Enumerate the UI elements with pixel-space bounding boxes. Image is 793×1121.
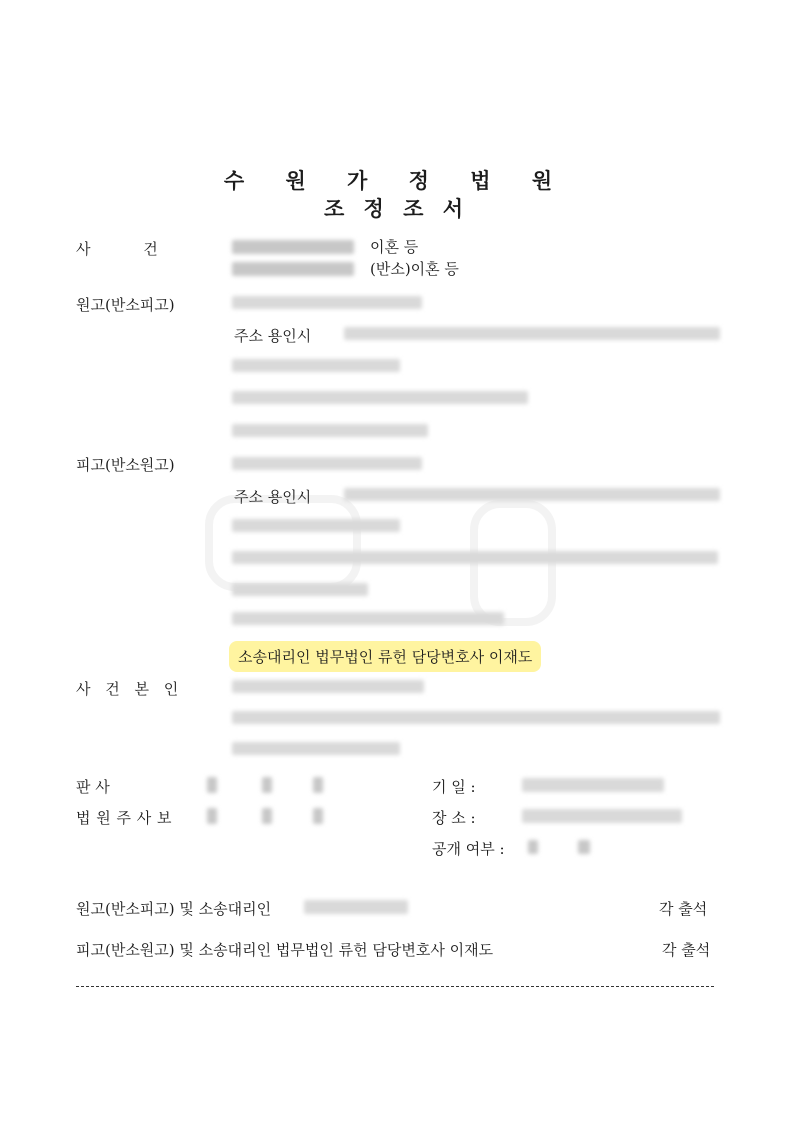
redacted-principal-address-2: [232, 742, 400, 755]
redacted-plaintiff-name: [232, 296, 422, 309]
redacted-plaintiff-address-1: [344, 327, 720, 340]
case-type-2: (반소)이혼 등: [370, 260, 459, 278]
redacted-place: [522, 809, 682, 823]
redacted-judge-name-2: [262, 777, 272, 793]
attendance-row-1-status: 각 출석: [659, 900, 708, 918]
clerk-label: 법 원 주 사 보: [76, 809, 172, 827]
redacted-defendant-address-2: [232, 519, 400, 532]
place-label: 장 소 :: [432, 809, 476, 827]
case-type-1: 이혼 등: [370, 238, 419, 256]
redacted-public-1: [528, 840, 538, 854]
redacted-defendant-address-1: [344, 488, 720, 501]
redacted-plaintiff-address-2: [232, 359, 400, 372]
redacted-plaintiff-address-3: [232, 391, 528, 404]
redacted-defendant-address-4: [232, 583, 368, 596]
defendant-attorney: 소송대리인 법무법인 류헌 담당변호사 이재도: [229, 641, 541, 672]
redacted-defendant-name: [232, 457, 422, 470]
redacted-case-number-2: [232, 262, 354, 276]
watermark-logo: [205, 495, 361, 591]
redacted-plaintiff-attorney: [304, 900, 408, 914]
defendant-address-label: 주소 용인시: [234, 488, 312, 506]
defendant-label: 피고(반소원고): [76, 456, 175, 474]
redacted-case-number: [232, 240, 354, 254]
attendance-row-2: 피고(반소원고) 및 소송대리인 법무법인 류헌 담당변호사 이재도: [76, 941, 494, 959]
redacted-date: [522, 778, 664, 792]
divider-line: [76, 986, 714, 987]
attendance-row-2-status: 각 출석: [662, 941, 711, 959]
redacted-judge-name-3: [313, 777, 323, 793]
redacted-clerk-name-2: [262, 808, 272, 824]
redacted-defendant-address-3: [232, 551, 718, 564]
redacted-principal-name: [232, 680, 424, 693]
redacted-plaintiff-address-4: [232, 424, 428, 437]
judge-label: 판 사: [76, 778, 110, 796]
public-label: 공개 여부 :: [432, 840, 505, 858]
redacted-judge-name-1: [207, 777, 217, 793]
document-title: 조 정 조 서: [323, 197, 470, 221]
principal-label: 사 건 본 인: [76, 680, 179, 698]
redacted-clerk-name-1: [207, 808, 217, 824]
redacted-principal-address-1: [232, 711, 720, 724]
plaintiff-label: 원고(반소피고): [76, 296, 175, 314]
court-name: 수 원 가 정 법 원: [223, 169, 570, 193]
case-label: 사 건: [76, 240, 158, 258]
redacted-public-2: [578, 840, 590, 854]
redacted-defendant-address-5: [232, 612, 504, 625]
attendance-row-1: 원고(반소피고) 및 소송대리인: [76, 900, 272, 918]
redacted-clerk-name-3: [313, 808, 323, 824]
date-label: 기 일 :: [432, 778, 476, 796]
plaintiff-address-label: 주소 용인시: [234, 327, 312, 345]
